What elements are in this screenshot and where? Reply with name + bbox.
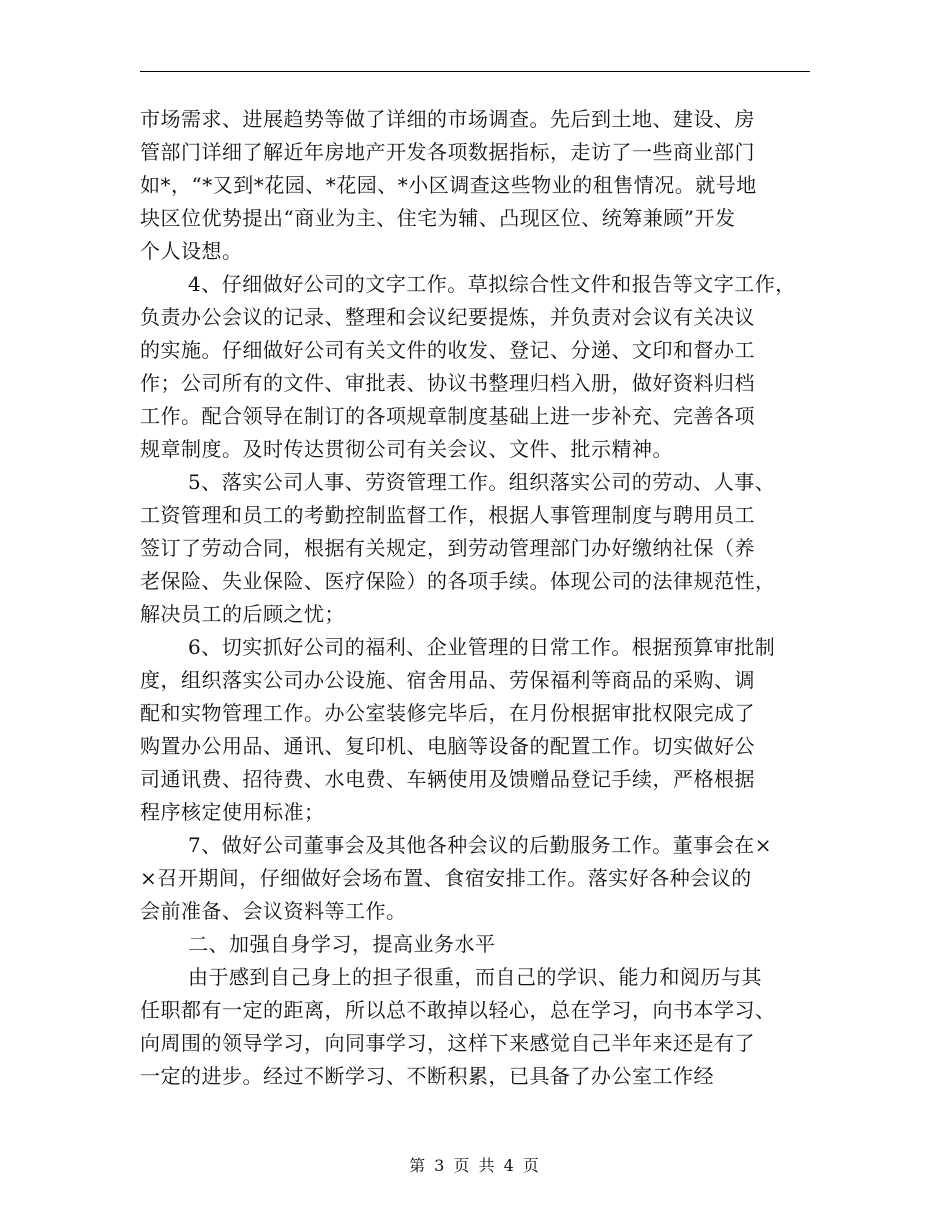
text-line: 一定的进步。经过不断学习、不断积累，已具备了办公室工作经 — [140, 1064, 714, 1088]
body-text — [140, 103, 820, 1093]
text-line: 管部门详细了解近年房地产开发各项数据指标，走访了一些商业部门 — [140, 140, 755, 164]
paragraph-start-line: 7、做好公司董事会及其他各种会议的后勤服务工作。董事会在× — [188, 833, 772, 857]
text-line: 负责办公会议的记录、整理和会议纪要提炼，并负责对会议有关决议 — [140, 305, 755, 329]
text-line: 解决员工的后顾之忧； — [140, 602, 345, 626]
text-line: 签订了劳动合同，根据有关规定，到劳动管理部门办好缴纳社保（养 — [140, 536, 755, 560]
text-line: 任职都有一定的距离，所以总不敢掉以轻心，总在学习，向书本学习、 — [140, 998, 776, 1022]
text-line: 的实施。仔细做好公司有关文件的收发、登记、分递、文印和督办工 — [140, 338, 755, 362]
text-line: 向周围的领导学习，向同事学习，这样下来感觉自己半年来还是有了 — [140, 1031, 755, 1055]
paragraph-start-line: 5、落实公司人事、劳资管理工作。组织落实公司的劳动、人事、 — [188, 470, 776, 494]
paragraph-start-line: 由于感到自己身上的担子很重，而自己的学识、能力和阅历与其 — [188, 965, 762, 989]
paragraph-start-line: 4、仔细做好公司的文字工作。草拟综合性文件和报告等文字工作， — [188, 272, 796, 296]
text-line: ×召开期间，仔细做好会场布置、食宿安排工作。落实好各种会议的 — [140, 866, 752, 890]
text-line: 作；公司所有的文件、审批表、协议书整理归档入册，做好资料归档 — [140, 371, 755, 395]
text-line: 规章制度。及时传达贯彻公司有关会议、文件、批示精神。 — [140, 437, 673, 461]
text-line: 司通讯费、招待费、水电费、车辆使用及馈赠品登记手续，严格根据 — [140, 767, 755, 791]
text-line: 市场需求、进展趋势等做了详细的市场调查。先后到土地、建设、房 — [140, 107, 755, 131]
text-line: 度，组织落实公司办公设施、宿舍用品、劳保福利等商品的采购、调 — [140, 668, 755, 692]
text-line: 老保险、失业保险、医疗保险）的各项手续。体现公司的法律规范性， — [140, 569, 776, 593]
header-rule — [140, 71, 810, 72]
text-line: 会前准备、会议资料等工作。 — [140, 899, 407, 923]
text-line: 工资管理和员工的考勤控制监督工作，根据人事管理制度与聘用员工 — [140, 503, 755, 527]
text-line: 程序核定使用标准； — [140, 800, 325, 824]
text-line: 个人设想。 — [140, 239, 243, 263]
text-line: 如*，“*又到*花园、*花园、*小区调查这些物业的租售情况。就号地 — [140, 173, 757, 197]
paragraph-start-line: 6、切实抓好公司的福利、企业管理的日常工作。根据预算审批制 — [188, 635, 776, 659]
text-line: 配和实物管理工作。办公室装修完毕后，在月份根据审批权限完成了 — [140, 701, 755, 725]
page-number: 第 3 页 共 4 页 — [409, 1156, 541, 1175]
text-line: 购置办公用品、通讯、复印机、电脑等设备的配置工作。切实做好公 — [140, 734, 755, 758]
text-line: 工作。配合领导在制订的各项规章制度基础上进一步补充、完善各项 — [140, 404, 755, 428]
text-line: 块区位优势提出“商业为主、住宅为辅、凸现区位、统筹兼顾”开发 — [140, 206, 736, 230]
section-heading: 二、加强自身学习，提高业务水平 — [188, 932, 496, 956]
